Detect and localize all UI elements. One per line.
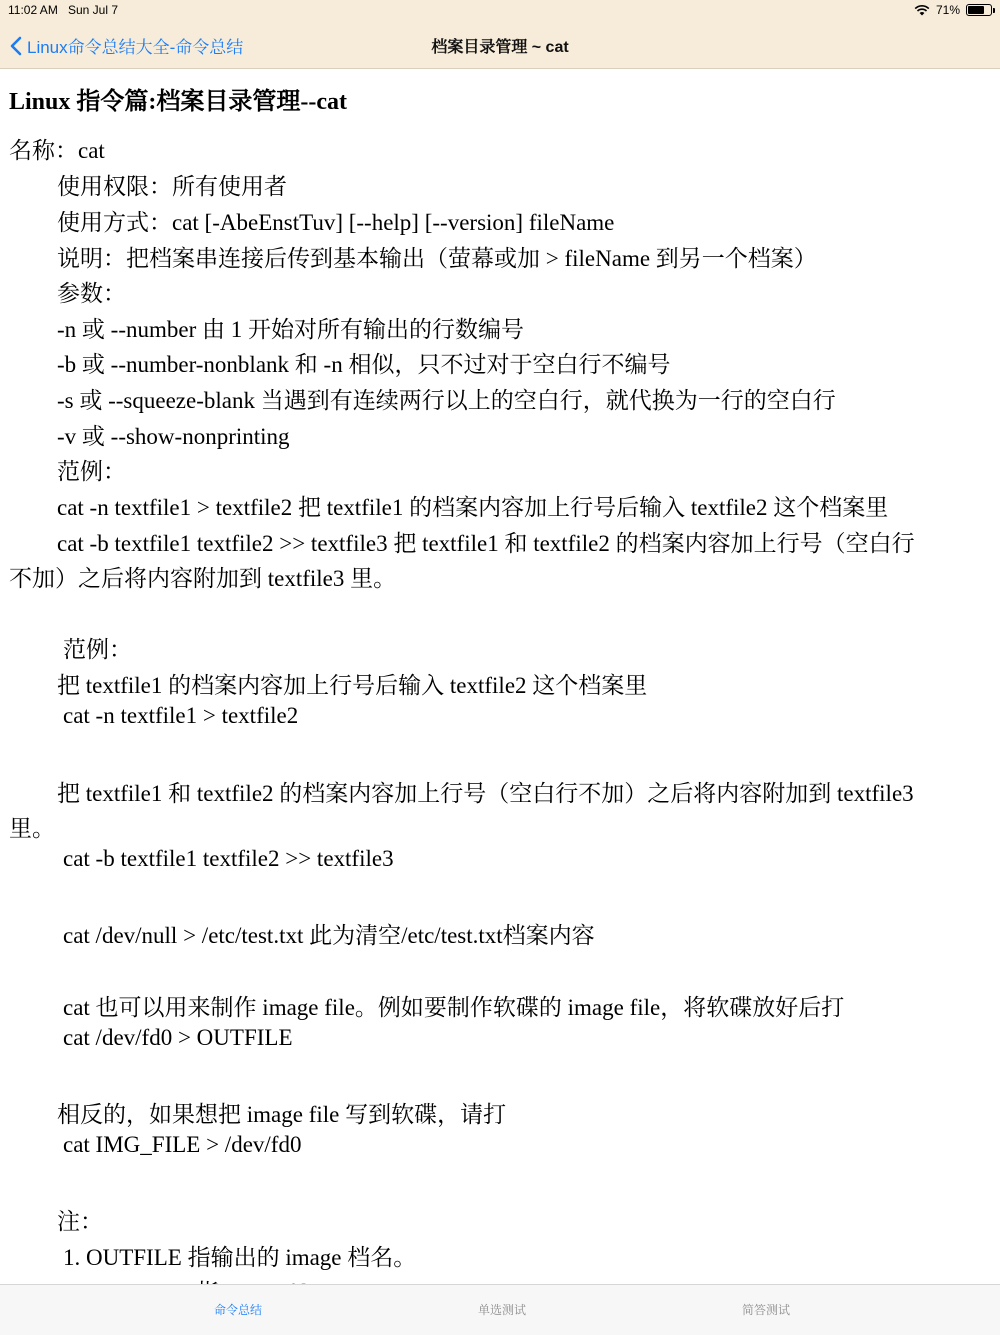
battery-percent: 71% (935, 3, 960, 17)
doc-line: 范例： (57, 459, 126, 484)
status-right (914, 3, 992, 17)
back-label: Linux命令总结大全-命令总结 (27, 38, 244, 57)
doc-line: 参数： (57, 281, 126, 306)
doc-line: 范例： (63, 637, 132, 662)
doc-line: 里。 (9, 816, 55, 841)
doc-line: cat -n textfile1 > textfile2 把 textfile1 的档案内容加上行号后输入 textfile2 这个档案里 (57, 495, 889, 520)
tab-short-answer-test[interactable]: 简答测试 (741, 1303, 790, 1317)
doc-line: 注： (57, 1209, 103, 1234)
doc-line: -b 或 --number-nonblank 和 -n 相似，只不过对于空白行不编号 (57, 352, 671, 377)
status-time: 11:02 AM (8, 3, 58, 17)
page-title: 档案目录管理 ~ cat (431, 39, 569, 56)
battery-level (968, 6, 984, 14)
document-content[interactable] (0, 69, 1000, 1284)
top-bar (0, 0, 1000, 69)
doc-line: cat /dev/null > /etc/test.txt 此为清空/etc/test.txt档案内容 (63, 923, 595, 948)
doc-line: 1. OUTFILE 指输出的 image 档名。 (63, 1245, 417, 1270)
document-title: Linux 指令篇:档案目录管理--cat (9, 89, 347, 115)
wifi-icon (914, 4, 930, 16)
doc-line: -s 或 --squeeze-blank 当遇到有连续两行以上的空白行，就代换为一行的空白行 (57, 388, 836, 413)
doc-line: 不加）之后将内容附加到 textfile3 里。 (9, 566, 397, 591)
doc-line: 使用权限：所有使用者 (57, 174, 287, 199)
doc-line: -v 或 --show-nonprinting (57, 424, 290, 449)
doc-line: cat /dev/fd0 > OUTFILE (63, 1025, 293, 1050)
doc-line: 说明：把档案串连接后传到基本输出（萤幕或加 > fileName 到另一个档案） (57, 246, 817, 271)
navigation-bar (0, 22, 1000, 68)
doc-line: cat 也可以用来制作 image file。例如要制作软碟的 image file，将软碟放好后打 (63, 995, 845, 1020)
doc-line: cat IMG_FILE > /dev/fd0 (63, 1132, 302, 1157)
doc-line: 名称：cat (9, 138, 105, 163)
tab-bar (0, 1284, 1000, 1335)
status-bar (0, 0, 1000, 22)
doc-line: -n 或 --number 由 1 开始对所有输出的行数编号 (57, 317, 524, 342)
doc-line: 把 textfile1 和 textfile2 的档案内容加上行号（空白行不加）之后将内容附加到 textfile3 (57, 781, 914, 806)
tab-single-choice-test[interactable]: 单选测试 (477, 1303, 526, 1317)
doc-line: cat -n textfile1 > textfile2 (63, 703, 299, 728)
doc-line: cat -b textfile1 textfile2 >> textfile3 (63, 846, 394, 871)
doc-line: 把 textfile1 的档案内容加上行号后输入 textfile2 这个档案里 (57, 673, 648, 698)
tab-command-summary[interactable]: 命令总结 (213, 1303, 262, 1317)
doc-line: 相反的，如果想把 image file 写到软碟，请打 (57, 1102, 507, 1127)
doc-line: cat -b textfile1 textfile2 >> textfile3 把 textfile1 和 textfile2 的档案内容加上行号（空白行 (57, 531, 915, 556)
status-date: Sun Jul 7 (68, 3, 119, 17)
doc-line: 使用方式：cat [-AbeEnstTuv] [--help] [--version] fileName (57, 210, 615, 235)
battery-icon (966, 4, 992, 16)
